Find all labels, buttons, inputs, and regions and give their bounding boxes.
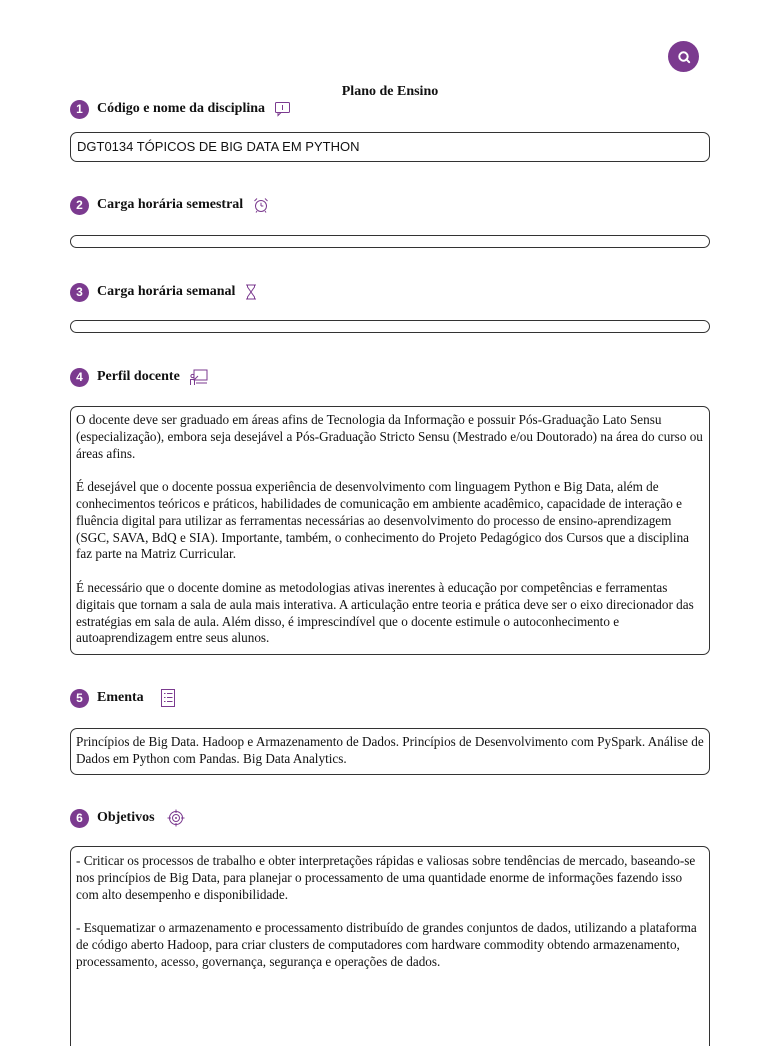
paragraph: Princípios de Big Data. Hadoop e Armazenamento de Dados. Princípios de Desenvolvimento com PySpark. Análise de Dados em Python com Pandas. Big Data Analytics.	[76, 734, 704, 766]
paragraph: É desejável que o docente possua experiência de desenvolvimento com linguagem Python e Big Data, além de conhecimentos teóricos e práticos, habilidades de comunicação em ambiente acadêmico, capacidade de interação e fluência digital para utilizar as ferramentas necessárias ao desenvolvimento do processo de ensino-aprendizagem (SGC, SAVA, BdQ e SIA). Importante, também, o conhecimento do Projeto Pedagógico dos Cursos que a disciplina faz parte na Matriz Curricular.	[76, 479, 690, 562]
section-title: Código e nome da disciplina	[97, 101, 266, 116]
section-title: Carga horária semestral	[97, 197, 244, 212]
section-title: Perfil docente	[97, 369, 180, 384]
perfil-docente-text	[70, 406, 710, 655]
section-title: Objetivos	[97, 810, 155, 825]
checklist-icon	[160, 688, 176, 708]
section-number: 1	[70, 100, 89, 119]
paragraph: - Esquematizar o armazenamento e processamento distribuído de grandes conjuntos de dados, utilizando a plataforma de código aberto Hadoop, para criar clusters de computadores com hardware commodity obtendo armazenamento, processamento, acesso, governança, segurança e operações de dados.	[76, 920, 697, 969]
section-number: 3	[70, 283, 89, 302]
hourglass-icon	[244, 283, 258, 301]
chat-bubble-icon	[274, 101, 292, 117]
section-heading-perfil	[70, 367, 209, 387]
discipline-code-field: DGT0134 TÓPICOS DE BIG DATA EM PYTHON	[70, 132, 710, 162]
page-title: Plano de Ensino	[341, 84, 439, 99]
brand-logo	[668, 41, 699, 72]
section-number: 6	[70, 809, 89, 828]
section-heading-carga-semestral	[70, 195, 270, 215]
section-number: 5	[70, 689, 89, 708]
section-title: Carga horária semanal	[97, 284, 236, 299]
section-number: 2	[70, 196, 89, 215]
section-heading-ementa	[70, 688, 176, 708]
target-icon	[167, 809, 185, 827]
carga-semestral-field	[70, 235, 710, 248]
alarm-clock-icon	[252, 196, 270, 214]
search-bubble-icon	[677, 50, 691, 64]
ementa-text	[70, 728, 710, 775]
section-heading-codigo	[70, 99, 292, 119]
section-heading-objetivos	[70, 808, 185, 828]
objetivos-text	[70, 846, 710, 1046]
paragraph: O docente deve ser graduado em áreas afins de Tecnologia da Informação e possuir Pós-Graduação Lato Sensu (especialização), embora seja desejável a Pós-Graduação Stricto Sensu (Mestrado e/ou Doutorado) na área do curso ou áreas afins.	[76, 412, 703, 461]
section-title: Ementa	[97, 690, 144, 705]
paragraph: - Criticar os processos de trabalho e obter interpretações rápidas e valiosas sobre tendências de mercado, baseando-se nos princípios de Big Data, para planejar o processamento de uma quantidade enorme de informações fazendo isso com alto desempenho e disponibilidade.	[76, 853, 696, 902]
section-number: 4	[70, 368, 89, 387]
paragraph: É necessário que o docente domine as metodologias ativas inerentes à educação por competências e ferramentas digitais que tornam a sala de aula mais interativa. A articulação entre teoria e prática deve ser o eixo direcionador das estratégias em sala de aula. Além disso, é imprescindível que o docente estimule o autoconhecimento e autoaprendizagem entre seus alunos.	[76, 579, 694, 646]
section-heading-carga-semanal	[70, 282, 258, 302]
carga-semanal-field	[70, 320, 710, 333]
teacher-board-icon	[189, 368, 209, 386]
